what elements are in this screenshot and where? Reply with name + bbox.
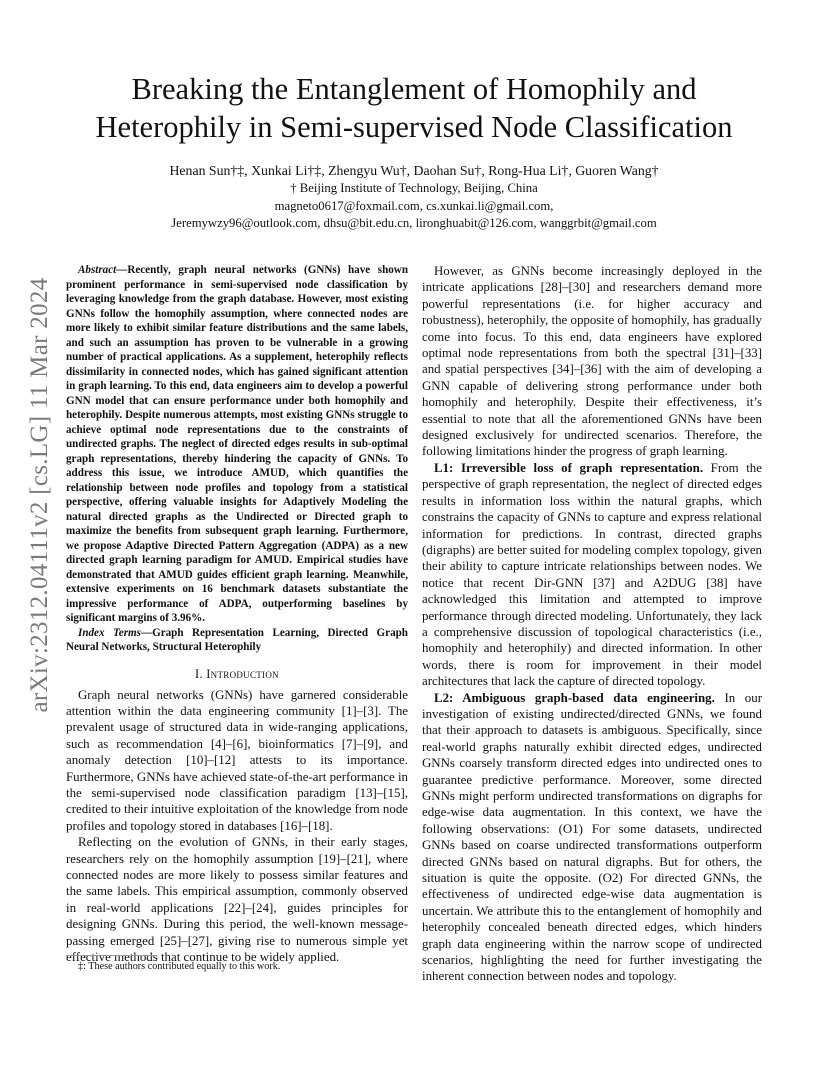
index-terms: [66, 626, 408, 655]
footnote-divider: [66, 955, 156, 956]
affiliation: † Beijing Institute of Technology, Beijing, China: [290, 181, 538, 195]
footnote: ‡: These authors contributed equally to this work.: [78, 961, 281, 972]
abstract: [66, 263, 408, 626]
index-terms-text: —Graph Representation Learning, Directed Graph Neural Networks, Structural Heterophily: [66, 626, 408, 653]
limitation-l2-text: In our investigation of existing undirected/directed GNNs, we found that their approach to datasets is ambiguous. Specifically, since real-world graphs naturally exhibit directed edges, undirected GNNs coarsely transform directed edges into undirected ones to guarantee predictive performance. Moreover, some directed GNNs might perform undirected transformations on digraphs for edge-wise data augmentation. In this context, we have the following observations: (O1) For some datasets, undirected GNNs based on coarse undirected transformations outperform directed GNNs based on natural digraphs. But for others, the situation is quite the opposite. (O2) For directed GNNs, the effectiveness of undirected edge-wise data augmentation is uncertain. We attribute this to the entanglement of homophily and heterophily concealed beneath directed edges, which hinders graph data engineering within the narrow scope of undirected scenarios, highlighting the need for further investigating the inherent connection between nodes and topology.: [422, 690, 762, 984]
index-terms-lead: Index Terms: [78, 626, 141, 639]
arxiv-id-text: arXiv:2312.04111v2 [cs.LG] 11 Mar 2024: [26, 277, 53, 713]
limitation-l2-paragraph: [422, 690, 762, 985]
paper-title: Breaking the Entanglement of Homophily and Heterophily in Semi-supervised Node Classification: [95, 72, 733, 144]
limitation-l2-lead: L2: Ambiguous graph-based data engineering.: [434, 690, 715, 705]
intro-paragraph-1: Graph neural networks (GNNs) have garnered considerable attention within the data engineering community [1]–[3]. The prevalent usage of structured data in wide-ranging applications, such as recommendation [4]–[6], bioinformatics [7]–[9], and anomaly detection [10]–[12] attests to its importance. Furthermore, GNNs have achieved state-of-the-art performance in the semi-supervised node classification paradigm [13]–[15], credited to their intuitive exploitation of the knowledge from node profiles and topology stored in databases [16]–[18].: [66, 687, 408, 833]
intro-paragraph-2: Reflecting on the evolution of GNNs, in their early stages, researchers rely on the homophily assumption [19]–[21], where connected nodes are more likely to possess similar features and the same labels. This empirical assumption, commonly observed in real-world applications [22]–[24], guides principles for designing GNNs. During this period, the well-known message-passing emerged [25]–[27], giving rise to numerous simple yet effective methods that continue to be widely applied.: [66, 835, 408, 964]
email-block: [60, 198, 768, 232]
email-line-2: Jeremywzy96@outlook.com, dhsu@bit.edu.cn, lironghuabit@126.com, wanggrbit@gmail.com: [171, 216, 657, 230]
limitation-l1-paragraph: [422, 460, 762, 690]
author-list: Henan Sun†‡, Xunkai Li†‡, Zhengyu Wu†, Daohan Su†, Rong-Hua Li†, Guoren Wang†: [169, 163, 659, 178]
limitation-l1-text: From the perspective of graph representation, the neglect of directed edges results in information loss within the natural graphs, which constrains the capacity of GNNs to capture and express relational information for predictions. In contrast, directed graphs (digraphs) are better suited for modeling complex topology, given their ability to capture intricate relationships between nodes. We notice that recent Dir-GNN [37] and A2DUG [38] have acknowledged this limitation and attempted to improve performance through directed modeling. Unfortunately, they lack a comprehensive discussion of topological characteristics (i.e., homophily and heterophily) and directed information. In other words, there is room for improvement in their model architectures that lack the capture of directed topology.: [422, 460, 762, 689]
arxiv-identifier: [20, 277, 60, 713]
email-line-1: magneto0617@foxmail.com, cs.xunkai.li@gmail.com,: [274, 199, 554, 213]
left-column: [66, 263, 408, 965]
section-heading-introduction: I. Introduction: [195, 666, 279, 681]
abstract-lead: Abstract—: [78, 264, 128, 276]
limitation-l1-lead: L1: Irreversible loss of graph representation.: [434, 460, 704, 475]
right-column: [422, 263, 762, 985]
intro-paragraph-3: However, as GNNs become increasingly deployed in the intricate applications [28]–[30] and researchers demand more powerful representations (i.e. for higher accuracy and robustness), heterophily, the opposite of homophily, has gradually come into focus. To this end, data engineers have explored optimal node representations from both the spectral [31]–[33] and spatial perspectives [34]–[36] with the aim of developing a GNN capable of delivering strong performance under both homophily and heterophily. Despite their effectiveness, it’s essential to note that all the aforementioned GNNs have been designed exclusively for undirected scenarios. Therefore, the following limitations hinder the progress of graph learning.: [422, 264, 762, 459]
abstract-text: Recently, graph neural networks (GNNs) have shown prominent performance in semi-supervised node classification by leveraging knowledge from the graph database. However, most existing GNNs follow the homophily assumption, where connected nodes are more likely to exhibit similar feature distributions and the same labels, and such an assumption has proven to be vulnerable in a growing number of practical applications. As a supplement, heterophily reflects dissimilarity in connected nodes, which has gained significant attention in graph learning. To this end, data engineers aim to develop a powerful GNN model that can ensure performance under both homophily and heterophily. Despite numerous attempts, most existing GNNs struggle to achieve optimal node representations due to the constraints of undirected graphs. The neglect of directed edges results in sub-optimal graph representations, thereby hindering the capacity of GNNs. To address this issue, we introduce AMUD, which quantifies the relationship between node profiles and topology from a statistical perspective, offering valuable insights for Adaptively Modeling the natural directed graphs as the Undirected or Directed graph to maximize the benefits from subsequent graph learning. Furthermore, we propose Adaptive Directed Pattern Aggregation (ADPA) as a new directed graph learning paradigm for AMUD. Empirical studies have demonstrated that AMUD guides efficient graph learning. Meanwhile, extensive experiments on 16 benchmark datasets substantiate the impressive performance of ADPA, outperforming baselines by significant margins of 3.96%.: [66, 264, 408, 624]
